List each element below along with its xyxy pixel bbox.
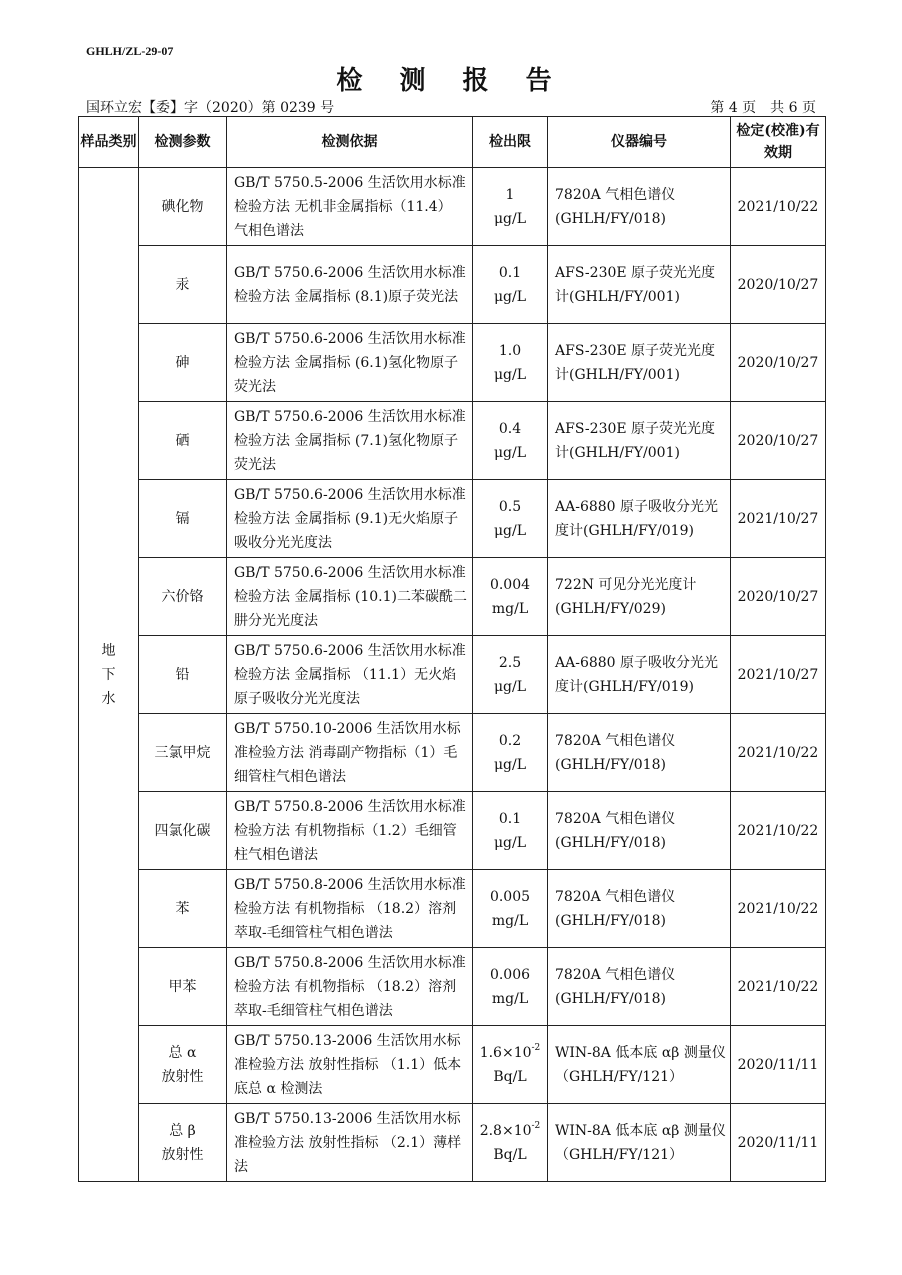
- basis-cell: GB/T 5750.8-2006 生活饮用水标准检验方法 有机物指标（1.2）毛细管柱气相色谱法: [227, 792, 473, 870]
- header-basis: 检测依据: [227, 117, 473, 168]
- header-param: 检测参数: [139, 117, 227, 168]
- instrument-cell: 7820A 气相色谱仪(GHLH/FY/018): [548, 870, 731, 948]
- limit-value: $2.8\times 10^{-2}$: [479, 1120, 541, 1139]
- sample-type-cell: [79, 168, 139, 1182]
- instrument-cell: WIN-8A 低本底 αβ 测量仪（GHLH/FY/121）: [548, 1104, 731, 1182]
- sample-type-char: 下: [101, 666, 116, 683]
- basis-cell: GB/T 5750.8-2006 生活饮用水标准检验方法 有机物指标 （18.2）溶剂萃取-毛细管柱气相色谱法: [227, 870, 473, 948]
- instrument-cell: AA-6880 原子吸收分光光度计(GHLH/FY/019): [548, 480, 731, 558]
- basis-cell: GB/T 5750.6-2006 生活饮用水标准检验方法 金属指标 (8.1)原子荧光法: [227, 246, 473, 324]
- limit-value: 0.5: [498, 498, 522, 515]
- date-cell: 2020/10/27: [731, 246, 826, 324]
- header-sample-type: 样品类别: [79, 117, 139, 168]
- limit-unit: μg/L: [493, 678, 527, 695]
- sample-type-char: 水: [101, 690, 116, 707]
- limit-cell: [473, 1104, 548, 1182]
- param-cell: 铅: [139, 636, 227, 714]
- limit-value: 0.005: [489, 888, 531, 905]
- basis-cell: GB/T 5750.6-2006 生活饮用水标准检验方法 金属指标 (9.1)无火焰原子吸收分光光度法: [227, 480, 473, 558]
- param-cell: 六价铬: [139, 558, 227, 636]
- basis-cell: GB/T 5750.13-2006 生活饮用水标准检验方法 放射性指标 （1.1）低本底总 α 检测法: [227, 1026, 473, 1104]
- limit-value: 0.1: [498, 810, 522, 827]
- instrument-cell: 7820A 气相色谱仪(GHLH/FY/018): [548, 168, 731, 246]
- param-cell: 总 α 放射性: [139, 1026, 227, 1104]
- param-cell: 砷: [139, 324, 227, 402]
- instrument-cell: 7820A 气相色谱仪(GHLH/FY/018): [548, 792, 731, 870]
- date-cell: 2021/10/22: [731, 948, 826, 1026]
- limit-cell: [473, 558, 548, 636]
- limit-value: 0.004: [489, 576, 531, 593]
- basis-cell: GB/T 5750.6-2006 生活饮用水标准检验方法 金属指标 （11.1）无火焰原子吸收分光光度法: [227, 636, 473, 714]
- instrument-cell: 7820A 气相色谱仪(GHLH/FY/018): [548, 714, 731, 792]
- limit-cell: [473, 324, 548, 402]
- header-date: 检定(校准)有效期: [731, 117, 826, 168]
- limit-unit: Bq/L: [493, 1146, 527, 1163]
- instrument-cell: AFS-230E 原子荧光光度计(GHLH/FY/001): [548, 246, 731, 324]
- basis-cell: GB/T 5750.10-2006 生活饮用水标准检验方法 消毒副产物指标（1）毛细管柱气相色谱法: [227, 714, 473, 792]
- param-cell: 硒: [139, 402, 227, 480]
- param-cell: 四氯化碳: [139, 792, 227, 870]
- limit-unit: μg/L: [493, 366, 527, 383]
- param-cell: 汞: [139, 246, 227, 324]
- limit-value: 1: [505, 186, 515, 203]
- page-info: 第 4 页 共 6 页: [710, 100, 816, 116]
- param-cell: 碘化物: [139, 168, 227, 246]
- limit-cell: [473, 246, 548, 324]
- limit-unit: μg/L: [493, 522, 527, 539]
- date-cell: 2020/10/27: [731, 324, 826, 402]
- param-cell: 三氯甲烷: [139, 714, 227, 792]
- test-table: [78, 116, 826, 1182]
- basis-cell: GB/T 5750.6-2006 生活饮用水标准检验方法 金属指标 (10.1)二苯碳酰二肼分光光度法: [227, 558, 473, 636]
- limit-unit: mg/L: [491, 912, 529, 929]
- basis-cell: GB/T 5750.5-2006 生活饮用水标准检验方法 无机非金属指标（11.4） 气相色谱法: [227, 168, 473, 246]
- date-cell: 2021/10/22: [731, 792, 826, 870]
- limit-cell: [473, 948, 548, 1026]
- table-row: [79, 636, 826, 714]
- basis-cell: GB/T 5750.6-2006 生活饮用水标准检验方法 金属指标 (7.1)氢化物原子荧光法: [227, 402, 473, 480]
- date-cell: 2020/10/27: [731, 402, 826, 480]
- instrument-cell: 7820A 气相色谱仪(GHLH/FY/018): [548, 948, 731, 1026]
- table-row: [79, 1104, 826, 1182]
- table-row: [79, 168, 826, 246]
- limit-cell: [473, 870, 548, 948]
- limit-unit: μg/L: [493, 444, 527, 461]
- limit-value: 0.1: [498, 264, 522, 281]
- date-cell: 2020/10/27: [731, 558, 826, 636]
- limit-cell: [473, 1026, 548, 1104]
- limit-unit: Bq/L: [493, 1068, 527, 1085]
- table-row: [79, 792, 826, 870]
- basis-cell: GB/T 5750.8-2006 生活饮用水标准检验方法 有机物指标 （18.2）溶剂萃取-毛细管柱气相色谱法: [227, 948, 473, 1026]
- limit-value: 2.5: [498, 654, 522, 671]
- limit-cell: [473, 168, 548, 246]
- table-header-row: [79, 117, 826, 168]
- limit-cell: [473, 402, 548, 480]
- limit-unit: μg/L: [493, 834, 527, 851]
- table-row: [79, 948, 826, 1026]
- table-row: [79, 714, 826, 792]
- table-row: [79, 870, 826, 948]
- header-instrument: 仪器编号: [548, 117, 731, 168]
- limit-value: 1.0: [498, 342, 522, 359]
- date-cell: 2020/11/11: [731, 1026, 826, 1104]
- limit-unit: μg/L: [493, 210, 527, 227]
- report-number: 国环立宏【委】字（2020）第 0239 号: [86, 100, 335, 116]
- param-cell: 总 β 放射性: [139, 1104, 227, 1182]
- instrument-cell: 722N 可见分光光度计(GHLH/FY/029): [548, 558, 731, 636]
- limit-value: $1.6\times 10^{-2}$: [479, 1042, 541, 1061]
- table-row: [79, 558, 826, 636]
- table-row: [79, 402, 826, 480]
- limit-value: 0.4: [498, 420, 522, 437]
- limit-unit: mg/L: [491, 600, 529, 617]
- header-limit: 检出限: [473, 117, 548, 168]
- limit-cell: [473, 792, 548, 870]
- table-row: [79, 324, 826, 402]
- table-row: [79, 246, 826, 324]
- date-cell: 2021/10/22: [731, 870, 826, 948]
- limit-unit: μg/L: [493, 756, 527, 773]
- basis-cell: GB/T 5750.13-2006 生活饮用水标准检验方法 放射性指标 （2.1）薄样法: [227, 1104, 473, 1182]
- date-cell: 2020/11/11: [731, 1104, 826, 1182]
- table-row: [79, 480, 826, 558]
- instrument-cell: AFS-230E 原子荧光光度计(GHLH/FY/001): [548, 324, 731, 402]
- limit-cell: [473, 714, 548, 792]
- date-cell: 2021/10/27: [731, 636, 826, 714]
- date-cell: 2021/10/22: [731, 168, 826, 246]
- limit-unit: μg/L: [493, 288, 527, 305]
- sample-type-char: 地: [101, 642, 116, 659]
- basis-cell: GB/T 5750.6-2006 生活饮用水标准检验方法 金属指标 (6.1)氢化物原子荧光法: [227, 324, 473, 402]
- param-cell: 镉: [139, 480, 227, 558]
- instrument-cell: AA-6880 原子吸收分光光度计(GHLH/FY/019): [548, 636, 731, 714]
- instrument-cell: WIN-8A 低本底 αβ 测量仪（GHLH/FY/121）: [548, 1026, 731, 1104]
- limit-unit: mg/L: [491, 990, 529, 1007]
- limit-value: 0.2: [498, 732, 522, 749]
- limit-cell: [473, 480, 548, 558]
- limit-value: 0.006: [489, 966, 531, 983]
- instrument-cell: AFS-230E 原子荧光光度计(GHLH/FY/001): [548, 402, 731, 480]
- param-cell: 苯: [139, 870, 227, 948]
- date-cell: 2021/10/22: [731, 714, 826, 792]
- table-row: [79, 1026, 826, 1104]
- param-cell: 甲苯: [139, 948, 227, 1026]
- limit-cell: [473, 636, 548, 714]
- report-title: 检 测 报 告: [336, 66, 566, 96]
- date-cell: 2021/10/27: [731, 480, 826, 558]
- document-code: GHLH/ZL-29-07: [86, 44, 174, 58]
